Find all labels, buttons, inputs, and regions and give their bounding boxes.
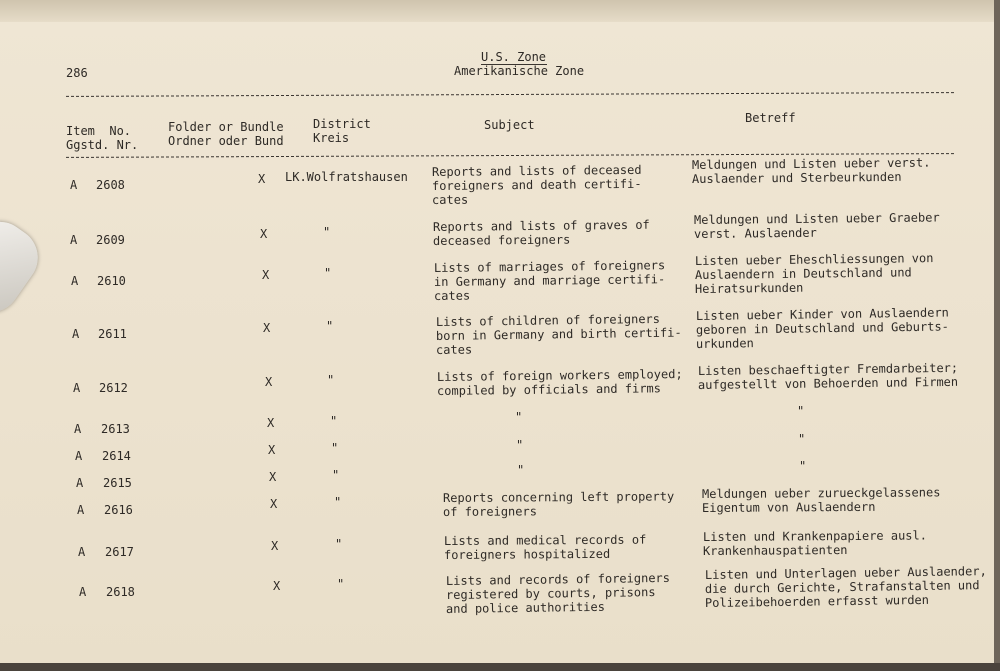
row-betreff-line: Listen und Krankenpapiere ausl. bbox=[702, 528, 928, 544]
row-item-number: 2617 bbox=[105, 545, 134, 559]
row-district: " bbox=[323, 225, 331, 239]
row-folder-mark: X bbox=[267, 416, 275, 430]
header-betreff: Betreff bbox=[745, 111, 796, 125]
row-betreff-line: die durch Gerichte, Strafanstalten und bbox=[704, 578, 980, 596]
page-bottom-edge bbox=[0, 663, 1000, 671]
row-district: " bbox=[334, 495, 342, 509]
row-betreff-line: " bbox=[798, 432, 806, 446]
row-district: " bbox=[337, 577, 345, 591]
row-item-number: 2609 bbox=[96, 233, 125, 247]
row-folder-mark: X bbox=[262, 268, 270, 282]
row-subject-line: of foreigners bbox=[442, 504, 537, 519]
row-folder-mark: X bbox=[273, 579, 281, 593]
row-folder-mark: X bbox=[268, 443, 276, 457]
row-folder-mark: X bbox=[265, 375, 273, 389]
row-betreff-line: " bbox=[799, 459, 807, 473]
row-item-number: 2616 bbox=[104, 503, 133, 517]
row-betreff-line: Meldungen ueber zurueckgelassenes bbox=[701, 485, 941, 501]
row-betreff-line: Listen ueber Kinder von Auslaendern bbox=[695, 305, 949, 323]
row-item-letter: A bbox=[73, 381, 81, 395]
row-item-letter: A bbox=[72, 327, 80, 341]
row-folder-mark: X bbox=[260, 227, 268, 241]
row-district: " bbox=[330, 414, 338, 428]
row-subject-line: and police authorities bbox=[445, 599, 606, 616]
row-district: " bbox=[326, 319, 334, 333]
row-item-letter: A bbox=[70, 178, 78, 192]
header-item: Item No. bbox=[66, 124, 132, 138]
row-betreff-line: Eigentum von Auslaendern bbox=[701, 499, 876, 515]
header-folder: Folder or Bundle bbox=[168, 120, 284, 134]
row-subject-line: Lists and medical records of bbox=[443, 532, 647, 548]
page-right-edge bbox=[994, 0, 1000, 671]
row-district: " bbox=[324, 266, 332, 280]
row-item-letter: A bbox=[76, 476, 84, 490]
page-top-edge bbox=[0, 0, 1000, 22]
row-betreff-line: Krankenhauspatienten bbox=[702, 542, 848, 558]
row-betreff-line: Meldungen und Listen ueber Graeber bbox=[693, 210, 940, 227]
row-district: LK.Wolfratshausen bbox=[285, 170, 408, 184]
row-betreff-line: aufgestellt von Behoerden und Firmen bbox=[697, 374, 959, 392]
row-district: " bbox=[332, 468, 340, 482]
page-number: 286 bbox=[66, 66, 88, 80]
row-item-letter: A bbox=[78, 545, 86, 559]
row-subject-line: born in Germany and birth certifi- bbox=[435, 325, 682, 343]
row-subject-line: cates bbox=[431, 192, 469, 207]
header-district: District bbox=[313, 117, 371, 131]
row-betreff-line: urkunden bbox=[695, 336, 754, 351]
row-folder-mark: X bbox=[258, 172, 266, 186]
row-betreff-line: Heiratsurkunden bbox=[694, 280, 804, 296]
paper-clip bbox=[0, 210, 49, 324]
header-district-de: Kreis bbox=[313, 131, 350, 145]
row-subject-line: foreigners hospitalized bbox=[443, 546, 611, 562]
row-subject-line: Lists of foreign workers employed; bbox=[436, 366, 683, 384]
row-betreff-line: Polizeibehoerden erfasst wurden bbox=[704, 592, 930, 610]
row-betreff-line: Listen beschaeftigter Fremdarbeiter; bbox=[697, 360, 959, 378]
row-betreff-line: geboren in Deutschland und Geburts- bbox=[695, 319, 949, 337]
row-betreff-line: Listen ueber Eheschliessungen von bbox=[694, 251, 934, 268]
row-subject-line: Reports and lists of graves of bbox=[432, 217, 650, 234]
row-item-letter: A bbox=[77, 503, 85, 517]
row-item-letter: A bbox=[70, 233, 78, 247]
row-district: " bbox=[331, 441, 339, 455]
row-item-letter: A bbox=[71, 274, 79, 288]
row-item-number: 2618 bbox=[106, 585, 135, 599]
row-folder-mark: X bbox=[269, 470, 277, 484]
row-subject-line: cates bbox=[435, 342, 473, 357]
row-subject-line: Reports concerning left property bbox=[442, 489, 675, 505]
row-betreff-line: " bbox=[797, 404, 805, 418]
header-item-de: Ggstd. Nr. bbox=[66, 138, 139, 152]
row-betreff-line: Auslaender und Sterbeurkunden bbox=[691, 169, 902, 186]
row-item-letter: A bbox=[79, 585, 87, 599]
row-folder-mark: X bbox=[270, 497, 278, 511]
zone-title-de: Amerikanische Zone bbox=[454, 64, 585, 78]
row-subject-line: compiled by officials and firms bbox=[436, 381, 662, 398]
row-subject-line: deceased foreigners bbox=[432, 232, 571, 248]
row-subject-line: " bbox=[516, 438, 524, 452]
row-item-letter: A bbox=[74, 422, 82, 436]
row-subject-line: " bbox=[517, 463, 525, 477]
row-betreff-line: Auslaendern in Deutschland und bbox=[694, 265, 912, 282]
zone-title-en: U.S. Zone bbox=[481, 50, 547, 64]
row-item-number: 2611 bbox=[98, 327, 127, 341]
row-subject-line: Lists of marriages of foreigners bbox=[433, 258, 666, 275]
row-item-number: 2613 bbox=[101, 422, 130, 436]
row-district: " bbox=[335, 537, 343, 551]
row-item-letter: A bbox=[75, 449, 83, 463]
row-subject-line: in Germany and marriage certifi- bbox=[433, 272, 666, 289]
row-item-number: 2608 bbox=[96, 178, 125, 192]
row-subject-line: registered by courts, prisons bbox=[445, 585, 656, 602]
row-item-number: 2614 bbox=[102, 449, 131, 463]
row-subject-line: foreigners and death certifi- bbox=[431, 176, 642, 193]
row-folder-mark: X bbox=[263, 321, 271, 335]
row-subject-line: Reports and lists of deceased bbox=[431, 162, 642, 179]
header-folder-de: Ordner oder Bund bbox=[168, 134, 284, 148]
row-betreff-line: verst. Auslaender bbox=[693, 225, 817, 241]
row-betreff-line: Meldungen und Listen ueber verst. bbox=[691, 155, 931, 172]
row-district: " bbox=[327, 373, 335, 387]
row-item-number: 2615 bbox=[103, 476, 132, 490]
header-rule-top bbox=[66, 92, 954, 97]
header-subject: Subject bbox=[484, 118, 535, 132]
row-subject-line: cates bbox=[433, 288, 471, 303]
row-subject-line: " bbox=[515, 410, 523, 424]
row-betreff-line: Listen und Unterlagen ueber Auslaender, bbox=[704, 564, 987, 582]
row-folder-mark: X bbox=[271, 539, 279, 553]
row-item-number: 2612 bbox=[99, 381, 128, 395]
row-item-number: 2610 bbox=[97, 274, 126, 288]
row-subject-line: Lists and records of foreigners bbox=[445, 570, 671, 588]
row-subject-line: Lists of children of foreigners bbox=[435, 311, 661, 329]
